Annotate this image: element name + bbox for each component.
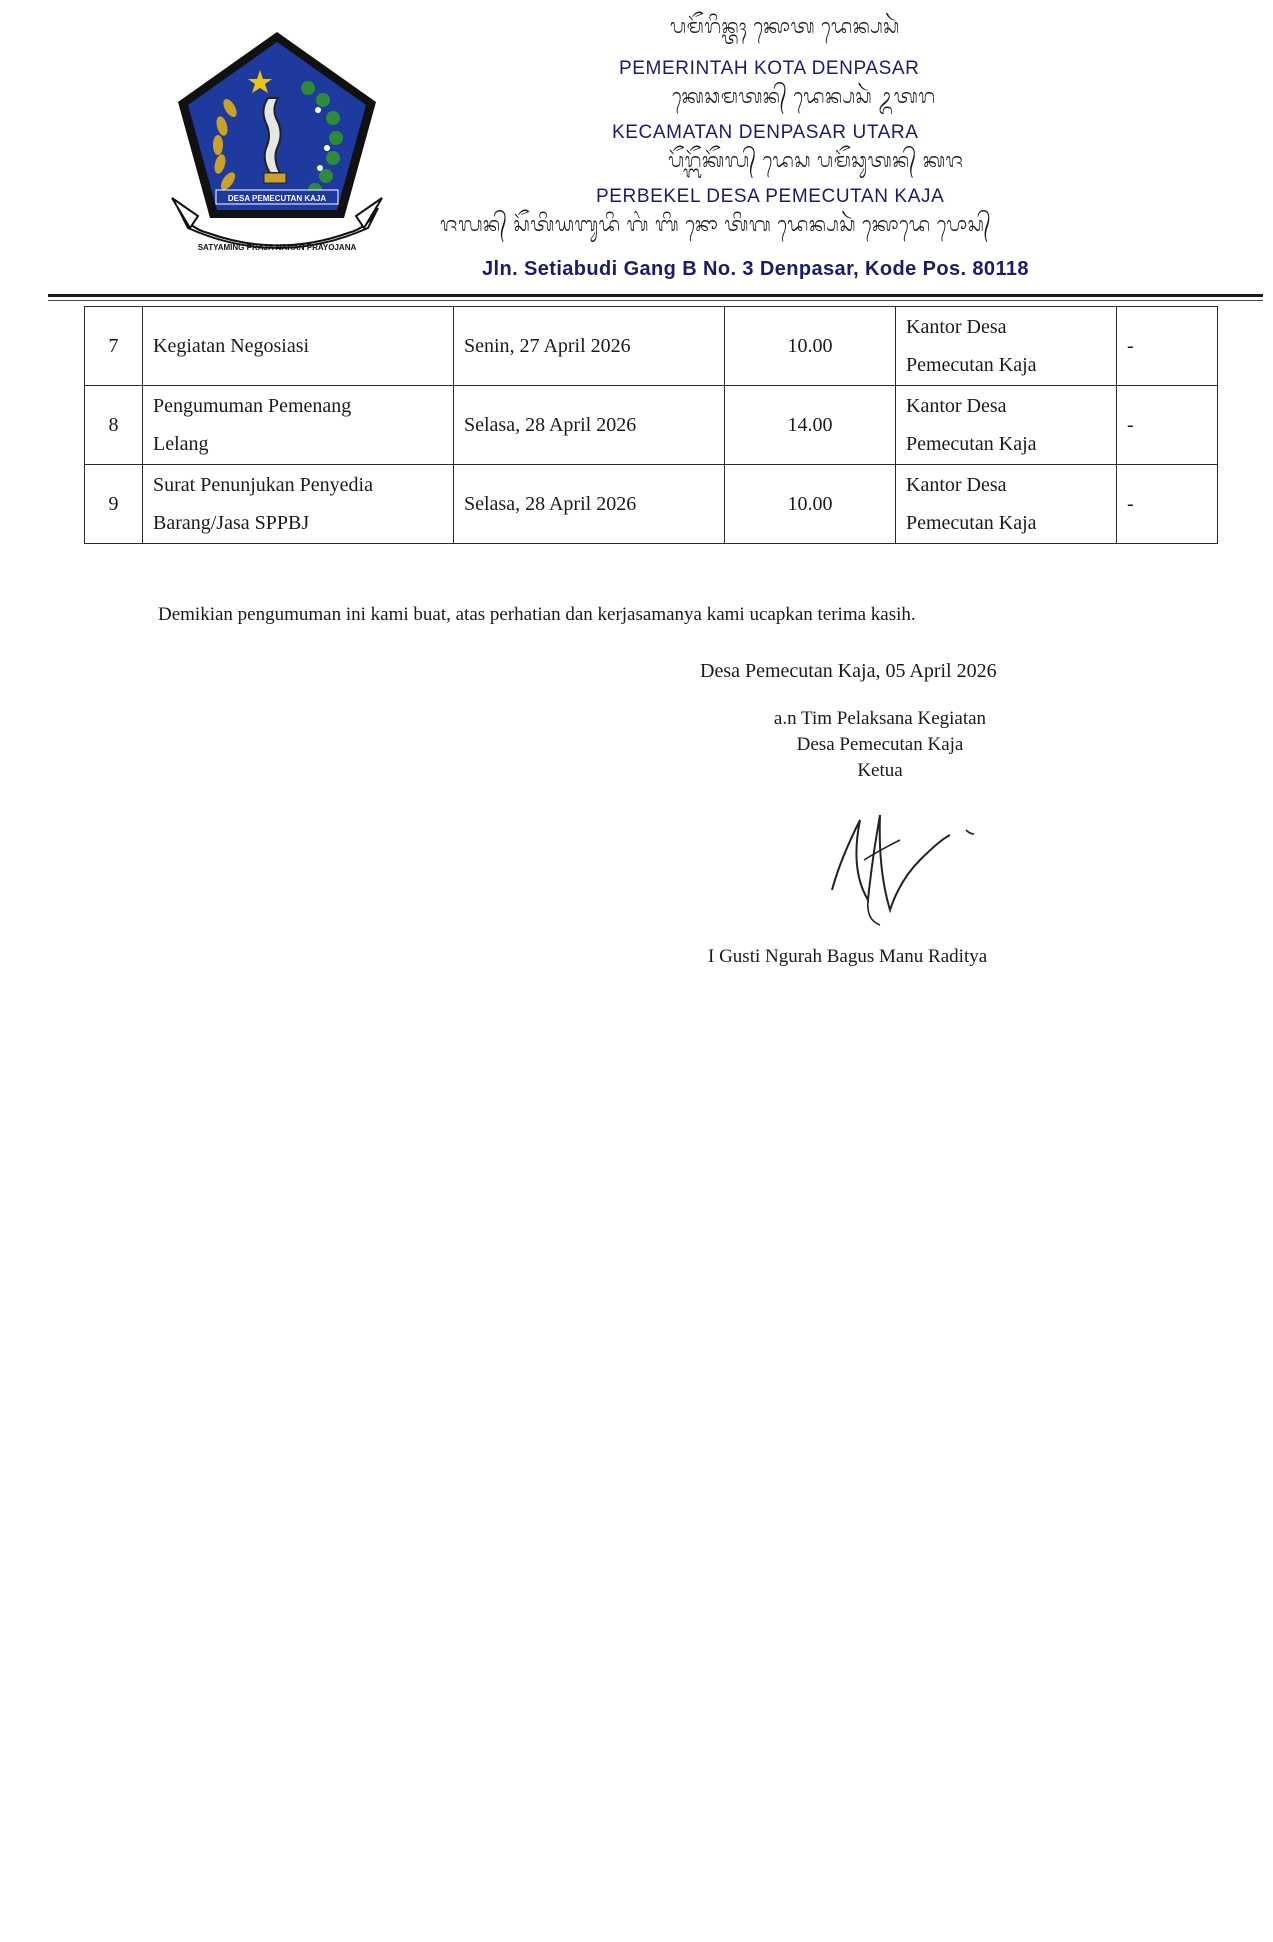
row-date: Senin, 27 April 2026 [454, 307, 725, 386]
sign-block [700, 706, 1060, 784]
activity-line: Surat Penunjukan Penyedia [153, 474, 373, 496]
header-title-3: PERBEKEL DESA PEMECUTAN KAJA [596, 186, 945, 207]
place-line: Kantor Desa [906, 316, 1007, 338]
sign-place-date: Desa Pemecutan Kaja, 05 April 2026 [700, 660, 997, 682]
activity-line: Kegiatan Negosiasi [153, 335, 310, 357]
sign-line-2: Desa Pemecutan Kaja [796, 734, 964, 755]
closing-text: Demikian pengumuman ini kami buat, atas perhatian dan kerjasamanya kami ucapkan terima kasih. [158, 604, 916, 625]
header-divider-thin [48, 300, 1263, 301]
logo-ribbon-text: SATYAMING PRAJA NAHAN PRAYOJANA [197, 243, 357, 252]
row-number: 7 [85, 307, 143, 386]
row-place [896, 307, 1117, 386]
header-title-1: PEMERINTAH KOTA DENPASAR [619, 58, 920, 79]
row-date: Selasa, 28 April 2026 [454, 465, 725, 544]
row-time: 10.00 [725, 307, 896, 386]
row-number: 8 [85, 386, 143, 465]
table-row [85, 386, 1218, 465]
row-place [896, 386, 1117, 465]
emblem-icon [168, 28, 386, 266]
handwritten-signature [820, 800, 980, 930]
header-balinese-line-4: ᬚᬮᬦ᭄ ᬲᭂᬢᬶᬬᬩᬸᬤᬶ ᬕᬂ ᬩᬶ ᬦᭀ ᬢᬶᬕ ᬤᬾᬦ᭄ᬧᬲᬃ ᬓᭀᬤᬾ ᬧᭀᬲ᭄ [440, 214, 992, 236]
header-address: Jln. Setiabudi Gang B No. 3 Denpasar, Kode Pos. 80118 [482, 258, 1029, 280]
row-note: - [1117, 465, 1218, 544]
header-balinese-line-3: ᬧᭂᬭ᭄ᬩᭂᬓᭂᬮ᭄ ᬤᬾᬲ ᬧᬫᭂᬘᬸᬢᬦ᭄ ᬓᬚ [668, 150, 964, 172]
activity-line: Lelang [153, 433, 209, 455]
place-line: Pemecutan Kaja [906, 433, 1037, 455]
row-date: Selasa, 28 April 2026 [454, 386, 725, 465]
place-line: Pemecutan Kaja [906, 354, 1037, 376]
place-line: Kantor Desa [906, 395, 1007, 417]
header-title-2: KECAMATAN DENPASAR UTARA [612, 122, 919, 143]
place-line: Kantor Desa [906, 474, 1007, 496]
schedule-table [84, 306, 1218, 544]
row-number: 9 [85, 465, 143, 544]
row-activity [143, 465, 454, 544]
header-balinese-line-1: ᬧᬫᭂᬭᬶᬦ᭄ᬢᬄ ᬓᭀᬢ ᬤᬾᬦ᭄ᬧᬲᬃ [670, 16, 900, 38]
row-note: - [1117, 386, 1218, 465]
activity-line: Pengumuman Pemenang [153, 395, 352, 417]
table-row [85, 465, 1218, 544]
header-divider [48, 294, 1263, 297]
sign-line-3: Ketua [857, 760, 903, 781]
row-time: 10.00 [725, 465, 896, 544]
logo-inner-label: DESA PEMECUTAN KAJA [227, 194, 327, 203]
sign-line-1: a.n Tim Pelaksana Kegiatan [773, 708, 987, 729]
activity-line: Barang/Jasa SPPBJ [153, 512, 310, 534]
row-time: 14.00 [725, 386, 896, 465]
table-row [85, 307, 1218, 386]
row-activity [143, 307, 454, 386]
header-balinese-line-2: ᬓᬾᬘᬫᬢᬦ᭄ ᬤᬾᬦ᭄ᬧᬲᬃ ᬉᬢᬭ [672, 86, 936, 108]
row-note: - [1117, 307, 1218, 386]
row-activity [143, 386, 454, 465]
row-place [896, 465, 1117, 544]
place-line: Pemecutan Kaja [906, 512, 1037, 534]
signer-name: I Gusti Ngurah Bagus Manu Raditya [708, 946, 988, 967]
